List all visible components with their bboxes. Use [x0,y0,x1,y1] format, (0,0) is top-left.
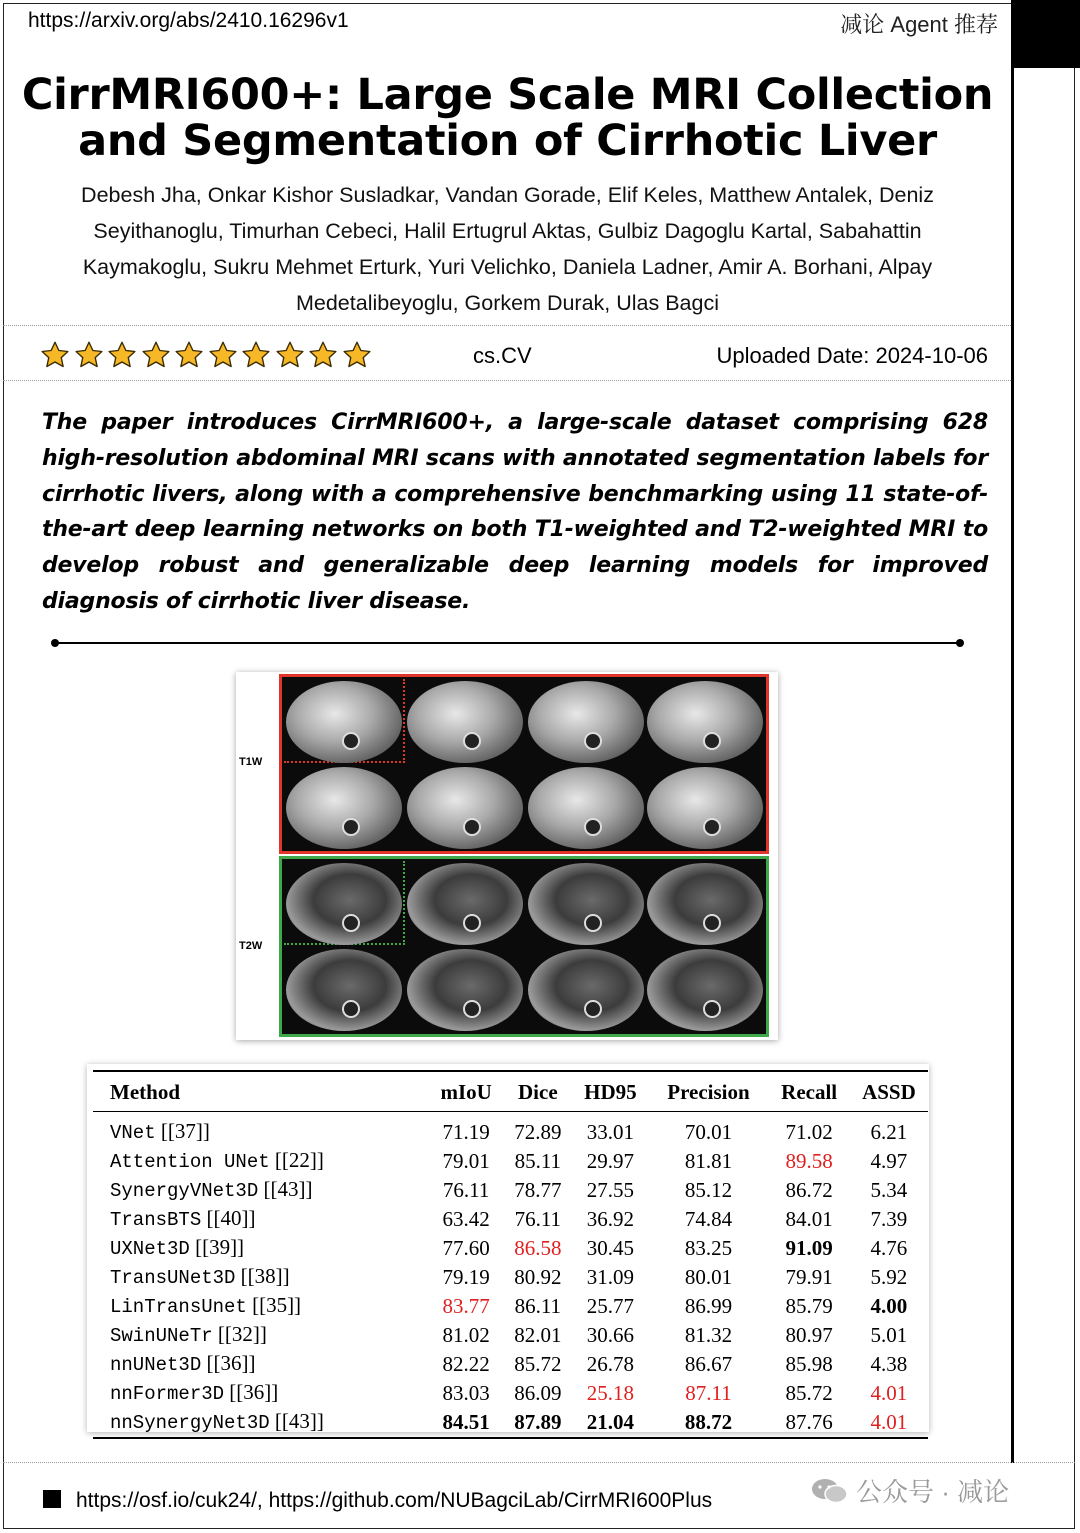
precision-cell: 85.12 [684,1178,733,1202]
method-cell [93,1205,429,1234]
t2w-label: T2W [239,940,263,952]
precision-cell: 86.67 [684,1352,733,1376]
recall-cell: 86.72 [785,1178,833,1202]
header-separator [3,325,1011,326]
star-icon [74,340,104,370]
method-ref: [[43]] [258,1177,313,1201]
star-icon [208,340,238,370]
star-icon [174,340,204,370]
table-row [93,1350,928,1379]
dice-cell: 78.77 [514,1178,562,1202]
method-name: UXNet3D [110,1238,190,1260]
t2w-scan [528,863,644,945]
section-divider [55,642,960,644]
assd-cell: 5.92 [870,1265,908,1289]
dice-cell: 80.92 [514,1265,562,1289]
hd95-cell: 30.66 [586,1323,634,1347]
method-name: SwinUNeTr [110,1325,213,1347]
method-name: VNet [110,1122,156,1144]
method-name: Attention UNet [110,1151,270,1173]
method-ref: [[35]] [246,1293,302,1317]
miou-cell: 71.19 [442,1120,490,1144]
method-cell [93,1379,429,1408]
miou-cell: 79.19 [442,1265,490,1289]
method-cell [93,1176,429,1205]
table-row [93,1176,928,1205]
method-ref: [[36]] [201,1351,256,1375]
dice-cell: 85.11 [514,1149,562,1173]
t2w-scan [647,949,763,1031]
hd95-cell: 31.09 [586,1265,634,1289]
method-cell [93,1234,429,1263]
method-name: SynergyVNet3D [110,1180,259,1202]
method-cell [93,1350,429,1379]
method-name: TransBTS [110,1209,202,1231]
method-ref: [[40]] [201,1206,256,1230]
rating-stars [40,340,375,375]
recall-cell: 80.97 [785,1323,833,1347]
method-name: nnUNet3D [110,1354,202,1376]
method-cell [93,1147,429,1176]
star-icon [107,340,137,370]
miou-cell: 82.22 [442,1352,490,1376]
t1w-scan [407,681,523,763]
assd-cell: 4.00 [870,1294,908,1318]
recall-cell: 71.02 [785,1120,833,1144]
star-icon [308,340,338,370]
t1w-scan [286,681,402,763]
method-cell [93,1292,429,1321]
t2w-scan [407,949,523,1031]
assd-cell: 4.38 [870,1352,908,1376]
recall-cell: 91.09 [785,1236,833,1260]
col-miou: mIoU [440,1080,492,1104]
assd-cell: 4.01 [870,1410,908,1434]
table-row [93,1147,928,1176]
table-row [93,1379,928,1408]
t2w-panel [279,856,769,1037]
hd95-cell: 26.78 [586,1352,634,1376]
precision-cell: 86.99 [684,1294,733,1318]
assd-cell: 4.97 [870,1149,908,1173]
col-assd: ASSD [862,1080,916,1104]
method-name: nnSynergyNet3D [110,1412,270,1434]
results-table [93,1070,928,1439]
t1w-scan [647,767,763,849]
paper-authors: Debesh Jha, Onkar Kishor Susladkar, Vandan Gorade, Elif Keles, Matthew Antalek, Deniz Seyithanoglu, Timurhan Cebeci, Halil Ertugrul Aktas, Gulbiz Dagoglu Kartal, Sabahattin Kaymakoglu, Sukru Mehmet Erturk, Yuri Velichko, Daniela Ladner, Amir A. Borhani, Alpay Medetalibeyoglu, Gorkem Durak, Ulas Bagci [81,183,934,315]
precision-cell: 74.84 [684,1207,733,1231]
method-name: TransUNet3D [110,1267,236,1289]
method-cell [93,1263,429,1292]
precision-cell: 88.72 [684,1410,733,1434]
hd95-cell: 21.04 [586,1410,634,1434]
col-method: Method [110,1080,180,1104]
precision-cell: 70.01 [684,1120,733,1144]
dice-cell: 86.09 [514,1381,562,1405]
method-ref: [[36]] [224,1380,279,1404]
t1w-panel [279,674,769,854]
miou-cell: 83.77 [442,1294,490,1318]
divider-dot-right [956,639,964,647]
hd95-cell: 25.18 [586,1381,634,1405]
recall-cell: 85.98 [785,1352,833,1376]
t2w-scan [286,863,402,945]
precision-cell: 87.11 [685,1381,732,1405]
hd95-cell: 30.45 [586,1236,634,1260]
assd-cell: 6.21 [870,1120,908,1144]
col-hd95: HD95 [584,1080,637,1104]
recall-cell: 89.58 [785,1149,833,1173]
recall-cell: 87.76 [785,1410,833,1434]
t2w-scan [528,949,644,1031]
miou-cell: 79.01 [442,1149,490,1173]
dice-cell: 72.89 [514,1120,562,1144]
recall-cell: 79.91 [785,1265,833,1289]
assd-cell: 4.76 [870,1236,908,1260]
miou-cell: 84.51 [442,1410,490,1434]
paper-title: CirrMRI600+: Large Scale MRI Collection and Segmentation of Cirrhotic Liver [21,70,994,166]
t2w-scan [286,949,402,1031]
t2w-scan [647,863,763,945]
hd95-cell: 36.92 [586,1207,634,1231]
t2w-scan [407,863,523,945]
t1w-scan [286,767,402,849]
t1w-scan [528,681,644,763]
col-precision: Precision [667,1080,750,1104]
divider-dot-left [51,639,59,647]
precision-cell: 83.25 [684,1236,733,1260]
recall-cell: 85.79 [785,1294,833,1318]
method-name: nnFormer3D [110,1383,225,1405]
recall-cell: 85.72 [785,1381,833,1405]
method-ref: [[32]] [212,1322,267,1346]
assd-cell: 4.01 [870,1381,908,1405]
star-icon [241,340,271,370]
hd95-cell: 27.55 [586,1178,634,1202]
dice-cell: 86.58 [514,1236,562,1260]
miou-cell: 63.42 [442,1207,490,1231]
recall-cell: 84.01 [785,1207,833,1231]
table-row [93,1263,928,1292]
method-ref: [[39]] [189,1235,245,1259]
dice-cell: 86.11 [514,1294,562,1318]
method-ref: [[22]] [269,1148,324,1172]
t1w-label: T1W [239,756,263,768]
table-row [93,1292,928,1321]
meta-row [40,340,988,374]
wechat-watermark [810,1472,1075,1512]
table-row [93,1408,928,1438]
wechat-icon [810,1476,850,1506]
category-label: cs.CV [473,343,532,368]
dice-cell: 82.01 [514,1323,562,1347]
recommend-label: 减论 Agent 推荐 [840,12,998,37]
assd-cell: 5.01 [870,1323,908,1347]
star-icon [342,340,372,370]
precision-cell: 81.32 [684,1323,733,1347]
meta-separator [3,380,1011,381]
arxiv-url-link[interactable]: https://arxiv.org/abs/2410.16296v1 [28,9,349,32]
t1w-scan [528,767,644,849]
table-row [93,1234,928,1263]
star-icon [275,340,305,370]
miou-cell: 77.60 [442,1236,490,1260]
footer-separator [3,1462,1075,1463]
hd95-cell: 29.97 [586,1149,634,1173]
precision-cell: 80.01 [684,1265,733,1289]
precision-cell: 81.81 [684,1149,733,1173]
dice-cell: 87.89 [514,1410,562,1434]
method-cell [93,1408,429,1438]
table-row [93,1205,928,1234]
assd-cell: 5.34 [870,1178,908,1202]
results-table-card [87,1064,929,1432]
dice-cell: 85.72 [514,1352,562,1376]
project-links[interactable]: https://osf.io/cuk24/, https://github.com/NUBagciLab/CirrMRI600Plus [76,1489,713,1512]
col-dice: Dice [518,1080,558,1104]
mri-figure [236,672,778,1040]
miou-cell: 81.02 [442,1323,490,1347]
assd-cell: 7.39 [870,1207,908,1231]
corner-block [1011,0,1080,68]
col-recall: Recall [781,1080,838,1104]
hd95-cell: 25.77 [586,1294,634,1318]
table-row [93,1118,928,1147]
method-cell [93,1321,429,1350]
method-cell [93,1118,429,1147]
watermark-text: 公众号 · 减论 [856,1477,1010,1507]
method-name: LinTransUnet [110,1296,247,1318]
miou-cell: 83.03 [442,1381,490,1405]
method-ref: [[43]] [269,1409,324,1433]
method-ref: [[38]] [235,1264,290,1288]
footer-bullet [43,1490,61,1508]
star-icon [141,340,171,370]
paper-summary: The paper introduces CirrMRI600+, a large-scale dataset comprising 628 high-resolution abdominal MRI scans with annotated segmentation labels for cirrhotic livers, along with a comprehensive benchmarking using 11 state-of-the-art deep learning networks on both T1-weighted and T2-weighted MRI to develop robust and generalizable deep learning models for improved diagnosis of cirrhotic liver disease. [42,410,988,614]
dice-cell: 76.11 [514,1207,562,1231]
miou-cell: 76.11 [442,1178,490,1202]
upload-date: Uploaded Date: 2024-10-06 [716,343,988,368]
star-icon [40,340,70,370]
hd95-cell: 33.01 [586,1120,634,1144]
t1w-scan [407,767,523,849]
side-bar [1011,68,1014,1463]
method-ref: [[37]] [155,1119,210,1143]
t1w-scan [647,681,763,763]
table-row [93,1321,928,1350]
